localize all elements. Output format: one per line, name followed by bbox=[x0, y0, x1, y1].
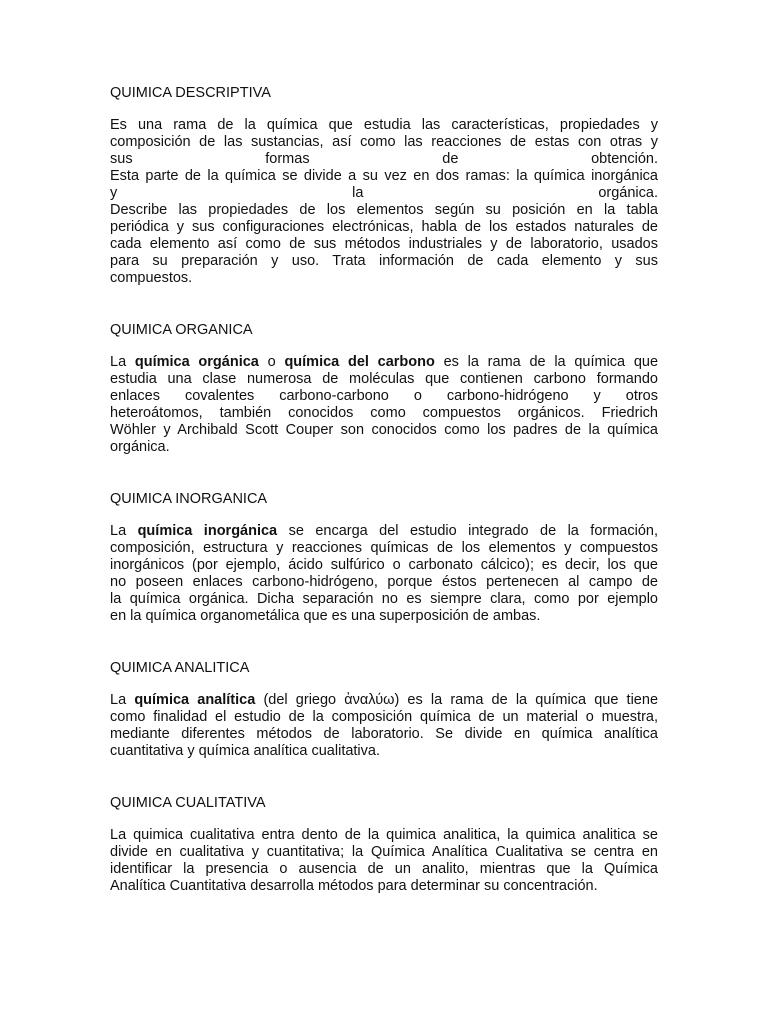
section-cualitativa bbox=[110, 794, 658, 895]
bold-term: química inorgánica bbox=[137, 523, 278, 539]
text-line: heteroátomos, también conocidos como compuestos orgánicos. Friedrich bbox=[110, 405, 658, 421]
text-line: Describe las propiedades de los elementos según su posición en la tabla bbox=[110, 202, 658, 218]
section-paragraph bbox=[110, 523, 658, 625]
text-line bbox=[110, 354, 658, 371]
section-paragraph bbox=[110, 117, 658, 287]
section-title: QUIMICA ORGANICA bbox=[110, 322, 253, 338]
text-line: sus formas de obtención. bbox=[110, 151, 658, 167]
text-line: estudia una clase numerosa de moléculas que contienen carbono formando bbox=[110, 371, 658, 387]
section-analitica bbox=[110, 659, 658, 760]
text-line: Wöhler y Archibald Scott Couper son conocidos como los padres de la química bbox=[110, 422, 658, 438]
text-line: y la orgánica. bbox=[110, 185, 658, 201]
text-line: enlaces covalentes carbono-carbono o carbono-hidrógeno y otros bbox=[110, 388, 658, 404]
section-title: QUIMICA CUALITATIVA bbox=[110, 795, 266, 811]
section-inorganica bbox=[110, 490, 658, 625]
text-run: La bbox=[110, 692, 127, 708]
text-line: Esta parte de la química se divide a su vez en dos ramas: la química inorgánica bbox=[110, 168, 658, 184]
section-organica bbox=[110, 321, 658, 456]
text-line: composición de las sustancias, así como las reacciones de estas con otras y bbox=[110, 134, 658, 150]
section-title: QUIMICA ANALITICA bbox=[110, 660, 250, 676]
text-line bbox=[110, 523, 658, 540]
text-line: orgánica. bbox=[110, 439, 170, 455]
text-line: en la química organometálica que es una superposición de ambas. bbox=[110, 608, 541, 624]
text-line bbox=[110, 692, 658, 709]
text-line: cada elemento así como de sus métodos industriales y de laboratorio, usados bbox=[110, 236, 658, 252]
text-line: compuestos. bbox=[110, 270, 193, 286]
text-run: o bbox=[267, 354, 276, 370]
section-paragraph bbox=[110, 692, 658, 760]
text-run: La bbox=[110, 354, 127, 370]
text-line: mediante diferentes métodos de laboratorio. Se divide en química analítica bbox=[110, 726, 658, 742]
text-line: no poseen enlaces carbono-hidrógeno, porque éstos pertenecen al campo de bbox=[110, 574, 658, 590]
section-descriptiva bbox=[110, 84, 658, 287]
text-line: identificar la presencia o ausencia de un analito, mientras que la Química bbox=[110, 861, 658, 877]
section-paragraph bbox=[110, 354, 658, 456]
bold-term: química del carbono bbox=[284, 354, 435, 370]
text-line: para su preparación y uso. Trata información de cada elemento y sus bbox=[110, 253, 658, 269]
text-line: como finalidad el estudio de la composición química de un material o muestra, bbox=[110, 709, 658, 725]
section-title: QUIMICA INORGANICA bbox=[110, 491, 268, 507]
section-paragraph bbox=[110, 827, 658, 895]
section-title: QUIMICA DESCRIPTIVA bbox=[110, 85, 271, 101]
bold-term: química analítica bbox=[134, 692, 256, 708]
text-run: se encarga del estudio integrado de la formación, bbox=[288, 523, 659, 539]
text-run: (del griego ἀναλύω) es la rama de la química que tiene bbox=[263, 692, 659, 708]
text-line: cuantitativa y química analítica cualitativa. bbox=[110, 743, 380, 759]
text-run: La bbox=[110, 523, 127, 539]
document-page bbox=[110, 84, 658, 895]
text-line: la química orgánica. Dicha separación no es siempre clara, como por ejemplo bbox=[110, 591, 658, 607]
text-line: divide en cualitativa y cuantitativa; la Química Analítica Cualitativa se centra en bbox=[110, 844, 658, 860]
bold-term: química orgánica bbox=[134, 354, 259, 370]
text-line: Analítica Cuantitativa desarrolla métodos para determinar su concentración. bbox=[110, 878, 598, 894]
text-line: inorgánicos (por ejemplo, ácido sulfúrico o carbonato cálcico); es decir, los que bbox=[110, 557, 658, 573]
text-line: Es una rama de la química que estudia las características, propiedades y bbox=[110, 117, 658, 133]
text-line: periódica y sus configuraciones electrónicas, habla de los estados naturales de bbox=[110, 219, 658, 235]
text-line: composición, estructura y reacciones químicas de los elementos y compuestos bbox=[110, 540, 658, 556]
text-line: La quimica cualitativa entra dento de la quimica analitica, la quimica analitica se bbox=[110, 827, 658, 843]
text-run: es la rama de la química que bbox=[443, 354, 659, 370]
